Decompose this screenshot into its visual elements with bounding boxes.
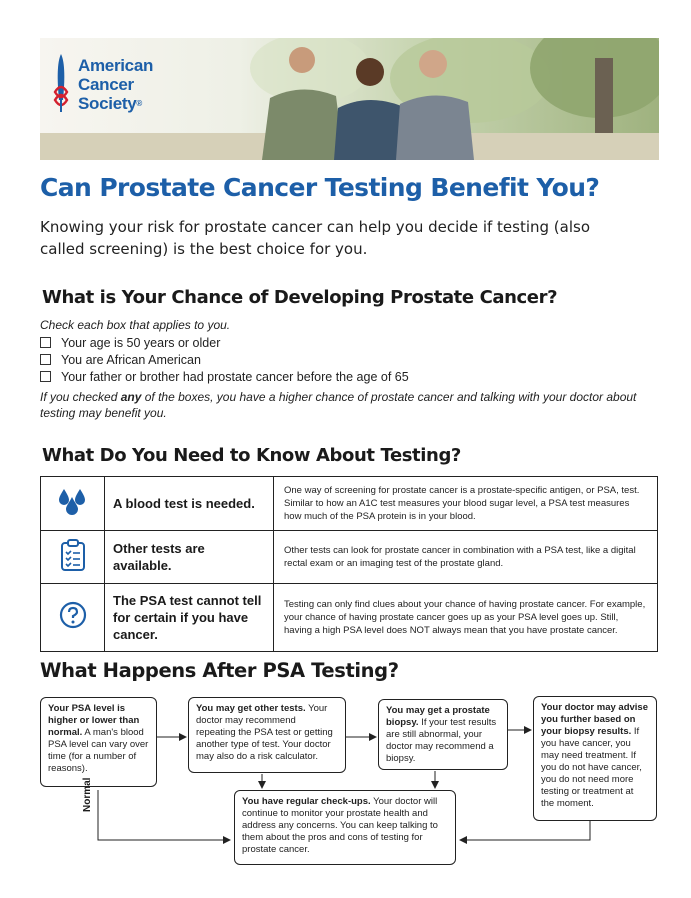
page-title: Can Prostate Cancer Testing Benefit You? xyxy=(40,173,600,202)
risk-checklist xyxy=(40,334,409,385)
row-description: Other tests can look for prostate cancer in combination with a PSA test, like a digital rectal exam or an imaging test of the prostate gland. xyxy=(274,531,658,584)
clipboard-checklist-icon xyxy=(59,538,87,572)
logo-line2: Cancer xyxy=(78,75,134,94)
question-circle-icon xyxy=(58,600,88,630)
table-row xyxy=(41,477,658,531)
checkbox[interactable] xyxy=(40,371,51,382)
logo-line3: Society® xyxy=(78,94,142,113)
logo-line1: American xyxy=(78,56,154,75)
row-label: A blood test is needed. xyxy=(105,477,274,531)
checklist-item[interactable]: Your father or brother had prostate cancer before the age of 65 xyxy=(40,368,409,385)
row-label: The PSA test cannot tell for certain if you have cancer. xyxy=(105,584,274,652)
intro-text: Knowing your risk for prostate cancer can help you decide if testing (also called screening) is the best choice for you. xyxy=(40,218,591,258)
table-row xyxy=(41,531,658,584)
testing-heading: What Do You Need to Know About Testing? xyxy=(42,445,461,466)
acs-logo xyxy=(50,48,200,128)
normal-label: Normal xyxy=(82,777,93,812)
chance-heading: What is Your Chance of Developing Prostate Cancer? xyxy=(42,287,558,308)
row-description: One way of screening for prostate cancer is a prostate-specific antigen, or PSA, test. Similar to how an A1C test measures your blood sugar level, a PSA test measures how much of the PSA protein is in your blood. xyxy=(274,477,658,531)
flow-box-doctor-advice: Your doctor may advise you further based on your biopsy results. If you have cancer, you may need treatment. If you do not have cancer, you do not need more testing or treatment at the moment. xyxy=(533,696,657,821)
checkbox[interactable] xyxy=(40,354,51,365)
checkbox[interactable] xyxy=(40,337,51,348)
checklist-item[interactable]: Your age is 50 years or older xyxy=(40,334,409,351)
flow-box-checkups: You have regular check-ups. Your doctor will continue to monitor your prostate health and address any concerns. You can keep talking to them about the pros and cons of testing for prostate cancer. xyxy=(234,790,456,865)
row-description: Testing can only find clues about your chance of having prostate cancer. For example, your chance of having prostate cancer goes up as your PSA level goes up. Still, having a high PSA level does NOT always mean that you have prostate cancer. xyxy=(274,584,658,652)
row-label: Other tests are available. xyxy=(105,531,274,584)
sword-logo-icon xyxy=(50,52,72,114)
testing-table xyxy=(40,476,658,652)
after-heading: What Happens After PSA Testing? xyxy=(40,659,399,682)
header-banner xyxy=(40,38,659,160)
flow-box-other-tests: You may get other tests. Your doctor may recommend repeating the PSA test or getting another type of test. Your doctor may also do a risk calculator. xyxy=(188,697,346,773)
blood-drops-icon xyxy=(56,486,90,516)
checklist-instruction: Check each box that applies to you. xyxy=(40,318,231,332)
flow-box-biopsy: You may get a prostate biopsy. If your test results are still abnormal, your doctor may recommend a biopsy. xyxy=(378,699,508,770)
checklist-item[interactable]: You are African American xyxy=(40,351,409,368)
flow-box-psa-level: Your PSA level is higher or lower than normal. A man's blood PSA level can vary over time (for a number of reasons). xyxy=(40,697,157,787)
checklist-note: If you checked any of the boxes, you have a higher chance of prostate cancer and talking with your doctor about testing may benefit you. xyxy=(40,390,637,420)
table-row xyxy=(41,584,658,652)
